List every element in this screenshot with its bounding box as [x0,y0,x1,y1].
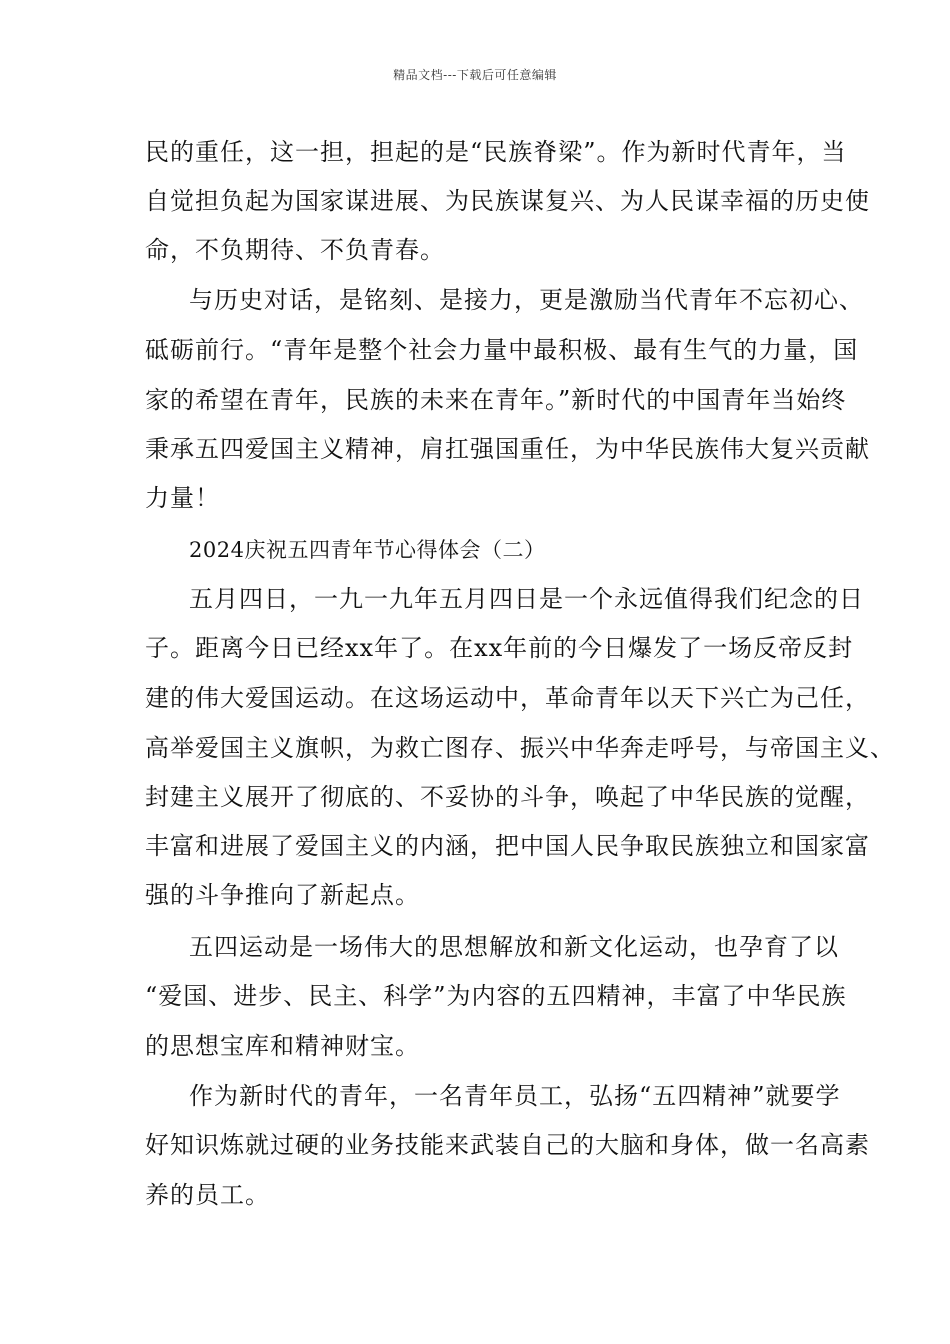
body-line: 的思想宝库和精神财宝。 [145,1032,420,1060]
body-line: 民的重任，这一担，担起的是“民族脊梁”。作为新时代青年，当 [145,138,847,166]
page-header: 精品文档---下载后可任意编辑 [393,68,557,82]
body-line: 子。距离今日已经xx年了。在xx年前的今日爆发了一场反帝反封 [145,634,854,662]
body-line: 丰富和进展了爱国主义的内涵，把中国人民争取民族独立和国家富 [145,832,870,860]
body-line: 作为新时代的青年，一名青年员工，弘扬“五四精神”就要学 [189,1082,841,1110]
body-line: 秉承五四爱国主义精神，肩扛强国重任，为中华民族伟大复兴贡献 [145,435,870,463]
body-line: 与历史对话，是铭刻、是接力，更是激励当代青年不忘初心、 [189,286,864,314]
body-line: 五四运动是一场伟大的思想解放和新文化运动，也孕育了以 [189,933,839,961]
body-line: “爱国、进步、民主、科学”为内容的五四精神，丰富了中华民族 [145,982,847,1010]
body-line: 力量！ [145,484,220,512]
body-line: 砥砺前行。“青年是整个社会力量中最积极、最有生气的力量，国 [145,336,859,364]
body-line: 封建主义展开了彻底的、不妥协的斗争，唤起了中华民族的觉醒， [145,783,870,811]
body-line: 好知识炼就过硬的业务技能来武装自己的大脑和身体，做一名高素 [145,1131,870,1159]
body-line: 养的员工。 [145,1181,270,1209]
body-line: 强的斗争推向了新起点。 [145,881,420,909]
body-line: 建的伟大爱国运动。在这场运动中，革命青年以天下兴亡为己任， [145,684,870,712]
body-line: 命，不负期待、不负青春。 [145,236,445,264]
body-line: 五月四日，一九一九年五月四日是一个永远值得我们纪念的日 [189,585,864,613]
body-line: 高举爱国主义旗帜，为救亡图存、振兴中华奔走呼号，与帝国主义、 [145,734,895,762]
section-heading: 2024庆祝五四青年节心得体会（二） [189,538,546,562]
body-line: 家的希望在青年，民族的未来在青年。”新时代的中国青年当始终 [145,386,847,414]
body-line: 自觉担负起为国家谋进展、为民族谋复兴、为人民谋幸福的历史使 [145,187,870,215]
